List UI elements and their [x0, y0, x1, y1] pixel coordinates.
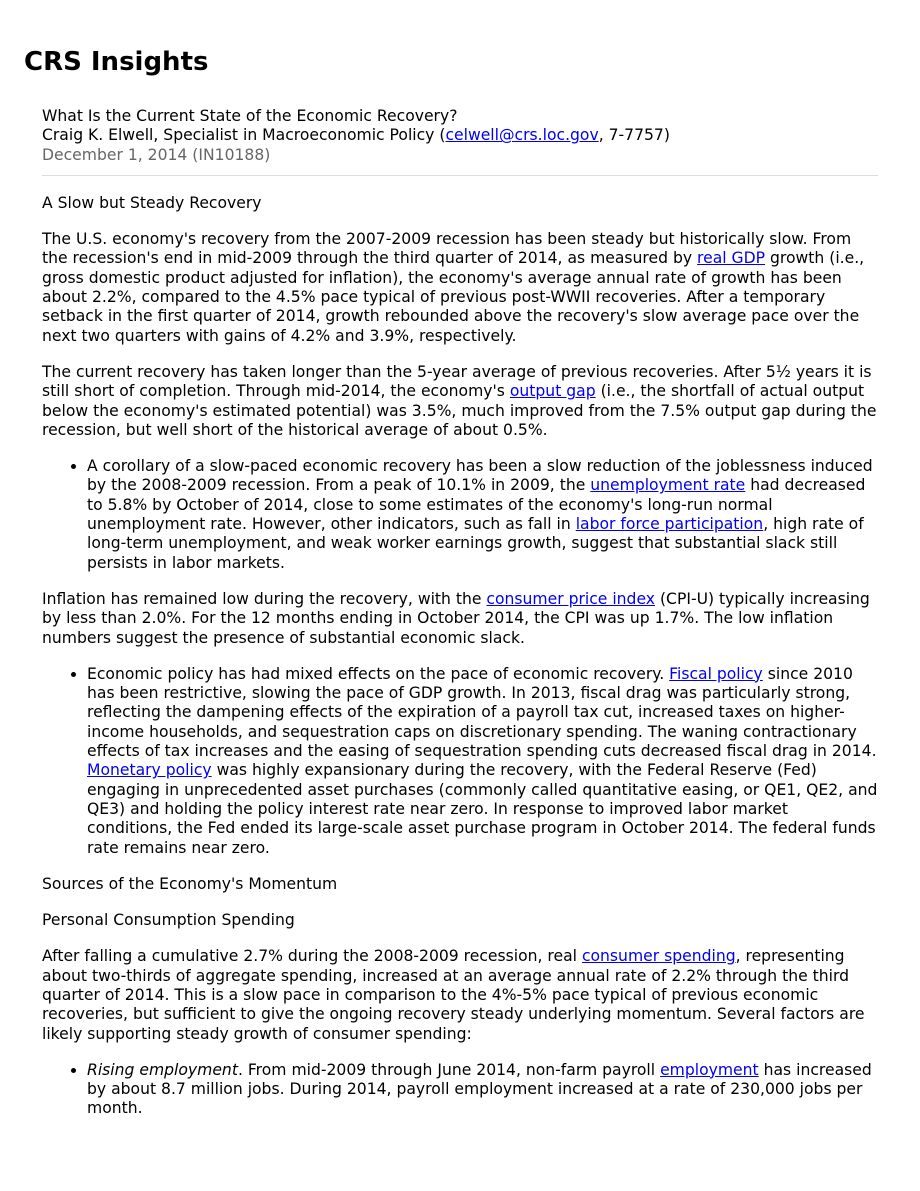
article — [42, 107, 878, 1119]
author-prefix: Craig K. Elwell, Specialist in Macroeconomic Policy ( — [42, 126, 446, 145]
paragraph-recovery-pace — [42, 230, 878, 346]
article-header — [42, 107, 878, 165]
link-employment[interactable]: employment — [660, 1060, 759, 1079]
article-title: What Is the Current State of the Economic Recovery? — [42, 107, 458, 125]
link-fiscal-policy[interactable]: Fiscal policy — [669, 664, 763, 683]
text: . From mid-2009 through June 2014, non-farm payroll — [237, 1060, 661, 1079]
link-labor-force-participation[interactable]: labor force participation — [575, 515, 764, 534]
text: (CPI-U) typically increasing by less than 2.0%. For the 12 months ending in October 2014, the CPI was up 1.7%. The low inflation numbers suggest the presence of substantial economic slack. — [42, 589, 870, 647]
bullet-list-consumption-factors — [42, 1061, 878, 1119]
text: since 2010 has been restrictive, slowing the pace of GDP growth. In 2013, fiscal drag was particularly strong, reflecting the dampening effects of the expiration of a payroll tax cut, increased taxes on higher-income households, and sequestration caps on discretionary spending. The waning contractionary effects of tax increases and the easing of sequestration spending cuts decreased fiscal drag in 2014. — [87, 664, 877, 761]
text: Inflation has remained low during the recovery, with the — [42, 589, 487, 608]
text: had decreased to 5.8% by October of 2014, close to some estimates of the economy's long-run normal unemployment rate. However, other indicators, such as fall in — [87, 476, 866, 534]
text: After falling a cumulative 2.7% during the 2008-2009 recession, real — [42, 947, 582, 966]
paragraph-consumer-spending — [42, 947, 878, 1043]
text: The current recovery has taken longer than the 5-year average of previous recoveries. After 5½ years it is still short of completion. Through mid-2014, the economy's — [42, 362, 872, 401]
author-email-link[interactable]: celwell@crs.loc.gov — [445, 126, 599, 145]
link-unemployment-rate[interactable]: unemployment rate — [590, 476, 746, 495]
text: A corollary of a slow-paced economic recovery has been a slow reduction of the joblessness induced by the 2008-2009 recession. From a peak of 10.1% in 2009, the — [87, 457, 873, 495]
link-consumer-spending[interactable]: consumer spending — [581, 947, 736, 966]
author-line — [42, 126, 878, 145]
text: (i.e., the shortfall of actual output below the economy's estimated potential) was 3.5%, much improved from the 7.5% output gap during the recession, but well short of the historical average of about 0.5%. — [42, 382, 877, 439]
paragraph-output-gap — [42, 363, 878, 440]
link-output-gap[interactable]: output gap — [509, 382, 596, 401]
section-heading-sources: Sources of the Economy's Momentum — [42, 874, 338, 893]
text: has increased by about 8.7 million jobs. During 2014, payroll employment increased at a rate of 230,000 jobs per month. — [87, 1060, 872, 1118]
list-item — [87, 1061, 878, 1119]
text: was highly expansionary during the recovery, with the Federal Reserve (Fed) engaging in unprecedented asset purchases (commonly called quantitative easing, or QE1, QE2, and QE3) and holding the policy interest rate near zero. In response to improved labor market conditions, the Fed ended its large-scale asset purchase program in October 2014. The federal funds rate remains near zero. — [87, 761, 878, 857]
text: , representing about two-thirds of aggregate spending, increased at an average annual rate of 2.2% through the third quarter of 2014. This is a slow pace in comparison to the 4%-5% pace typical of previous economic recoveries, but sufficient to give the ongoing recovery steady underlying momentum. Several factors are likely supporting steady growth of consumer spending: — [42, 947, 865, 1043]
section-heading-consumption: Personal Consumption Spending — [42, 911, 295, 930]
link-real-gdp[interactable]: real GDP — [697, 249, 766, 268]
paragraph-inflation — [42, 590, 878, 648]
italic-term: Rising employment — [87, 1060, 238, 1079]
bullet-list-unemployment — [42, 457, 878, 573]
link-consumer-price-index[interactable]: consumer price index — [486, 589, 656, 608]
text: The U.S. economy's recovery from the 2007-2009 recession has been steady but historically slow. From the recession's end in mid-2009 through the third quarter of 2014, as measured by — [42, 230, 852, 268]
header-divider — [42, 175, 878, 176]
author-suffix: , 7-7757) — [598, 126, 670, 145]
section-heading-slow-recovery: A Slow but Steady Recovery — [42, 193, 262, 212]
text: Economic policy has had mixed effects on the pace of economic recovery. — [87, 664, 670, 683]
text: , high rate of long-term unemployment, and weak worker earnings growth, suggest that substantial slack still persists in labor markets. — [87, 515, 864, 572]
text: growth (i.e., gross domestic product adjusted for inflation), the economy's average annual rate of growth has been about 2.2%, compared to the 4.5% pace typical of previous post-WWII recoveries. After a temporary setback in the first quarter of 2014, growth rebounded above the recovery's slow average pace over the next two quarters with gains of 4.2% and 3.9%, respectively. — [42, 249, 865, 345]
link-monetary-policy[interactable]: Monetary policy — [87, 761, 212, 780]
list-item — [87, 665, 878, 858]
list-item — [87, 457, 878, 573]
site-title: CRS Insights — [24, 47, 209, 77]
date-line: December 1, 2014 (IN10188) — [42, 145, 271, 164]
bullet-list-policy — [42, 665, 878, 858]
